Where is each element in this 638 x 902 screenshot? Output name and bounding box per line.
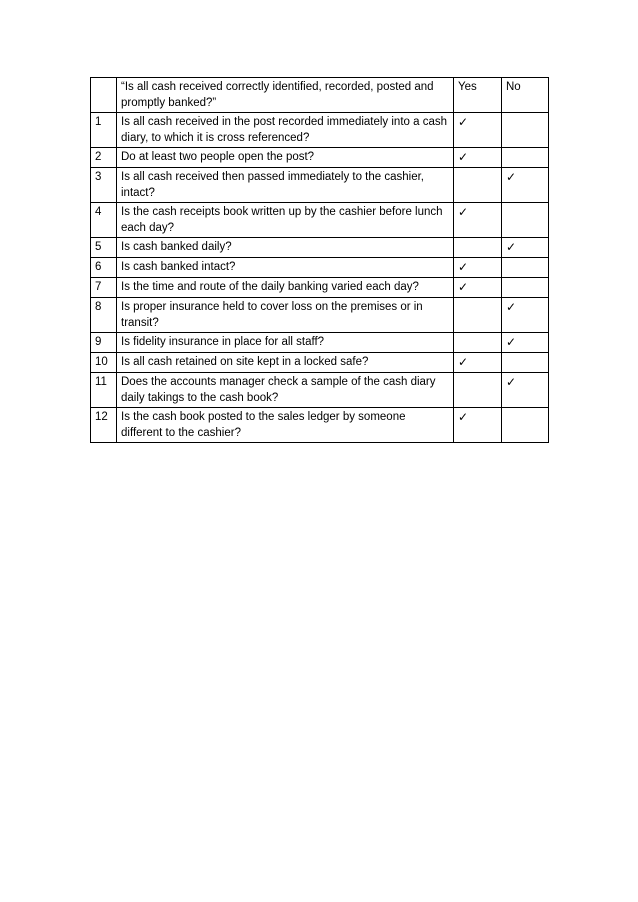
check-mark-icon: ✓ — [458, 260, 469, 274]
row-no-cell — [502, 408, 549, 443]
table-row — [91, 373, 549, 408]
row-number: 2 — [91, 148, 117, 168]
row-number: 1 — [91, 113, 117, 148]
row-question: Is the time and route of the daily banking varied each day? — [117, 278, 454, 298]
table-row — [91, 113, 549, 148]
row-no-cell — [502, 333, 549, 353]
table-row — [91, 408, 549, 443]
row-yes-cell — [454, 238, 502, 258]
row-number: 6 — [91, 258, 117, 278]
row-no-cell — [502, 353, 549, 373]
check-mark-icon: ✓ — [506, 375, 517, 389]
row-number: 11 — [91, 373, 117, 408]
check-mark-icon: ✓ — [458, 410, 469, 424]
row-yes-cell — [454, 333, 502, 353]
row-number: 7 — [91, 278, 117, 298]
row-yes-cell — [454, 408, 502, 443]
row-yes-cell — [454, 148, 502, 168]
check-mark-icon: ✓ — [458, 150, 469, 164]
row-question: Is cash banked intact? — [117, 258, 454, 278]
row-yes-cell — [454, 113, 502, 148]
check-mark-icon: ✓ — [458, 115, 469, 129]
row-no-cell — [502, 278, 549, 298]
table-row — [91, 168, 549, 203]
row-yes-cell — [454, 203, 502, 238]
row-number: 5 — [91, 238, 117, 258]
row-number: 10 — [91, 353, 117, 373]
check-mark-icon: ✓ — [458, 355, 469, 369]
row-question: Do at least two people open the post? — [117, 148, 454, 168]
table-row — [91, 278, 549, 298]
row-question: Is fidelity insurance in place for all staff? — [117, 333, 454, 353]
row-question: Is the cash book posted to the sales ledger by someone different to the cashier? — [117, 408, 454, 443]
row-question: Is cash banked daily? — [117, 238, 454, 258]
table-row — [91, 333, 549, 353]
check-mark-icon: ✓ — [458, 205, 469, 219]
header-no-cell: No — [502, 78, 549, 113]
row-question: Is proper insurance held to cover loss on the premises or in transit? — [117, 298, 454, 333]
row-question: Is all cash received in the post recorded immediately into a cash diary, to which it is cross referenced? — [117, 113, 454, 148]
header-question-cell: “Is all cash received correctly identified, recorded, posted and promptly banked?” — [117, 78, 454, 113]
row-yes-cell — [454, 373, 502, 408]
header-yes-cell: Yes — [454, 78, 502, 113]
table-row — [91, 258, 549, 278]
row-no-cell — [502, 258, 549, 278]
row-question: Does the accounts manager check a sample of the cash diary daily takings to the cash book? — [117, 373, 454, 408]
header-number-cell — [91, 78, 117, 113]
row-no-cell — [502, 298, 549, 333]
row-yes-cell — [454, 298, 502, 333]
row-number: 3 — [91, 168, 117, 203]
row-no-cell — [502, 148, 549, 168]
row-no-cell — [502, 238, 549, 258]
row-no-cell — [502, 373, 549, 408]
row-question: Is the cash receipts book written up by the cashier before lunch each day? — [117, 203, 454, 238]
cash-controls-checklist-table — [90, 77, 549, 443]
table-row — [91, 298, 549, 333]
row-yes-cell — [454, 353, 502, 373]
row-number: 4 — [91, 203, 117, 238]
check-mark-icon: ✓ — [506, 240, 517, 254]
table-header-row — [91, 78, 549, 113]
row-yes-cell — [454, 258, 502, 278]
check-mark-icon: ✓ — [458, 280, 469, 294]
table-row — [91, 203, 549, 238]
row-no-cell — [502, 203, 549, 238]
table-row — [91, 238, 549, 258]
check-mark-icon: ✓ — [506, 300, 517, 314]
row-number: 8 — [91, 298, 117, 333]
table-row — [91, 148, 549, 168]
row-number: 12 — [91, 408, 117, 443]
row-no-cell — [502, 168, 549, 203]
check-mark-icon: ✓ — [506, 170, 517, 184]
checklist-body — [91, 113, 549, 443]
row-yes-cell — [454, 278, 502, 298]
check-mark-icon: ✓ — [506, 335, 517, 349]
table-row — [91, 353, 549, 373]
row-yes-cell — [454, 168, 502, 203]
row-number: 9 — [91, 333, 117, 353]
row-no-cell — [502, 113, 549, 148]
row-question: Is all cash retained on site kept in a locked safe? — [117, 353, 454, 373]
row-question: Is all cash received then passed immediately to the cashier, intact? — [117, 168, 454, 203]
